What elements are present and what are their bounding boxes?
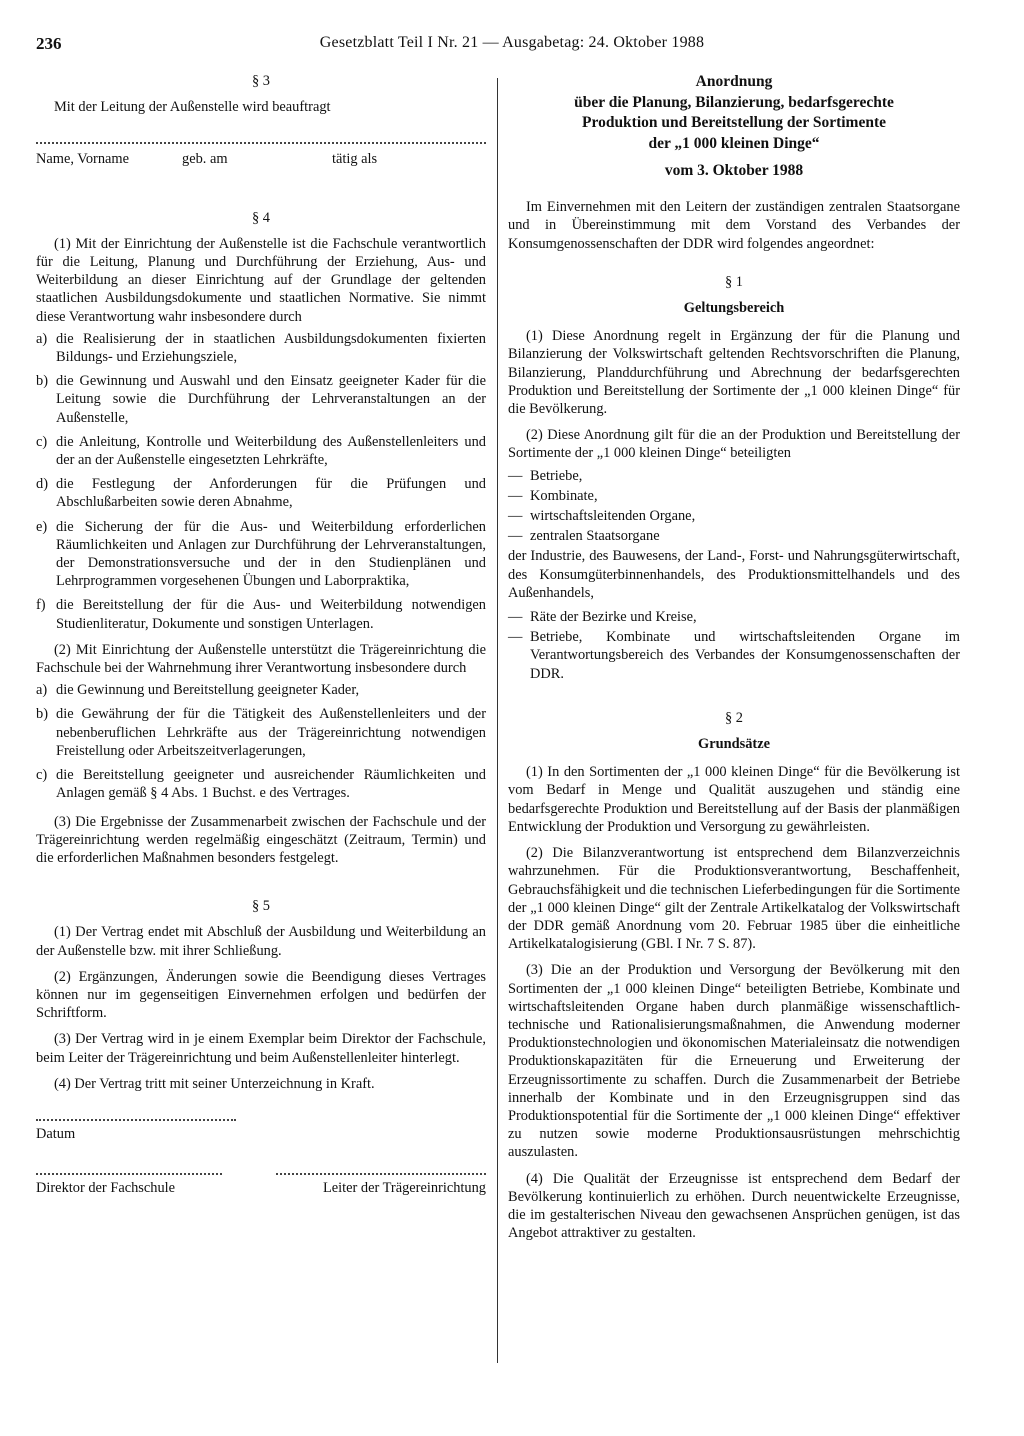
- leader-label: Leiter der Trägereinrichtung: [322, 1180, 486, 1197]
- section-1-paragraph-1: (1) Diese Anordnung regelt in Ergänzung der für die Planung und Bilanzierung der Volkswirtschaft geltenden Rechtsvorschriften die Planung, Bilanzierung, Planddurchführung und Abrechnung der bedarfsgerechten Produktion und Bereitstellung der Sortimente der „1 000 kleinen Dinge“ für die Bevölkerung.: [508, 328, 960, 418]
- list-item: [508, 628, 960, 683]
- list-item-label: b): [36, 373, 48, 390]
- section-5-paragraph-4: (4) Der Vertrag tritt mit seiner Unterzeichnung in Kraft.: [54, 1075, 375, 1092]
- list-item: [508, 608, 960, 626]
- list-item-text: Räte der Bezirke und Kreise,: [530, 609, 697, 626]
- list-item-text: Betriebe,: [530, 467, 583, 484]
- list-item-label: c): [36, 433, 48, 450]
- section-2-paragraph-2: (2) Die Bilanzverantwortung ist entsprechend dem Bilanzverzeichnis wahrzunehmen. Für die Produktionsverantwortung, Beschaffenheit, Gebrauchsfähigkeit und die technischen Lieferbedingungen für die Sortimente der „1 000 kleinen Dinge“ gilt der Zentrale Artikelkatalog der Volkswirtschaft der DDR gemäß Anordnung vom 20. Februar 1985 über die einheitliche Artikelkatalogisierung (GBl. I Nr. 7 S. 87).: [508, 845, 960, 953]
- title-line: der „1 000 kleinen Dinge“: [648, 134, 820, 152]
- list-item-text: die Anleitung, Kontrolle und Weiterbildung des Außenstellenleiters und der an der Außenstelle eingesetzten Lehrkräfte,: [56, 433, 486, 469]
- director-label: Direktor der Fachschule: [36, 1180, 176, 1197]
- list-item-label: a): [36, 330, 48, 347]
- list-item: [36, 705, 486, 760]
- section-2-paragraph-1: (1) In den Sortimenten der „1 000 kleinen Dinge“ für die Bevölkerung ist vom Bedarf in Menge und Qualität auszugehen und ständig eine bedarfsgerechte Produktion und Bereitstellung auf der Basis der planmäßigen Entwicklung der Produktion und Versorgung zu gewährleisten.: [508, 764, 960, 835]
- section-5-paragraph-1: (1) Der Vertrag endet mit Abschluß der Ausbildung und Weiterbildung an der Außenstelle bzw. mit ihrer Schließung.: [36, 924, 486, 959]
- list-item: [36, 433, 486, 469]
- list-item: [36, 518, 486, 591]
- list-item: [36, 372, 486, 427]
- intro-paragraph: Im Einvernehmen mit den Leitern der zuständigen zentralen Staatsorgane und in Übereinstimmung mit dem Vorstand des Verbandes der Konsumgenossenschaften der DDR wird folgendes angeordnet:: [508, 199, 960, 252]
- section-2-paragraph-4: (4) Die Qualität der Erzeugnisse ist entsprechend dem Bedarf der Bevölkerung kontinuierlich zu erhöhen. Durch neuentwickelte Erzeugnisse, die im gestalterischen Niveau den gewachsenen Ansprüchen genügen, ist das Angebot attraktiver zu gestalten.: [508, 1170, 960, 1242]
- list-item-text: Kombinate,: [530, 487, 598, 504]
- section-3-heading: § 3: [252, 73, 270, 89]
- list-item-text: die Gewährung der für die Tätigkeit des Außenstellenleiters und der nebenberuflichen Lehrkräfte aus der Trägereinrichtung notwendigen Freistellung oder Arbeitszeitverlagerungen,: [56, 706, 486, 759]
- section-4-heading: § 4: [252, 209, 270, 226]
- section-4-list-2: [36, 681, 486, 802]
- list-item-label: f): [36, 597, 46, 614]
- section-4-paragraph-3: (3) Die Ergebnisse der Zusammenarbeit zwischen der Fachschule und der Trägereinrichtung werden regelmäßig eingeschätzt (Zeitraum, Termin) und die erforderlichen Maßnahmen besonders festgelegt.: [36, 813, 486, 866]
- person-fields: [36, 150, 486, 168]
- list-item: [36, 766, 486, 802]
- dash-symbol: —: [508, 528, 523, 545]
- list-item-text: die Realisierung der in staatlichen Ausbildungsdokumenten fixierten Bildungs- und Erziehungsziele,: [56, 330, 486, 366]
- section-5-paragraph-2: (2) Ergänzungen, Änderungen sowie die Beendigung dieses Vertrages können nur im gegenseitigen Einvernehmen erfolgen und bedürfen der Schriftform.: [36, 968, 486, 1022]
- list-item-label: e): [36, 518, 48, 535]
- dash-symbol: —: [508, 629, 523, 646]
- further-participants-list: [508, 608, 960, 683]
- title-line: Produktion und Bereitstellung der Sortimente: [582, 114, 886, 131]
- leader-dotted-line: [276, 1173, 486, 1175]
- section-5-paragraph-3: (3) Der Vertrag wird in je einem Exemplar beim Direktor der Fachschule, beim Leiter der Trägereinrichtung und beim Außenstellenleiter hinterlegt.: [36, 1031, 486, 1066]
- list-item-label: a): [36, 682, 48, 699]
- participants-list: [508, 467, 960, 546]
- date-label: Datum: [36, 1125, 76, 1142]
- list-item-text: Betriebe, Kombinate und wirtschaftsleitenden Organe im Verantwortungsbereich des Verbandes der Konsumgenossenschaften der DDR.: [530, 629, 960, 682]
- list-item-text: die Bereitstellung geeigneter und ausreichender Räumlichkeiten und Anlagen gemäß § 4 Abs. 1 Buchst. e des Vertrages.: [56, 767, 486, 802]
- ordinance-title: [508, 72, 960, 154]
- list-item-text: die Gewinnung und Bereitstellung geeigneter Kader,: [56, 682, 360, 699]
- section-2-heading: § 2: [725, 709, 743, 726]
- birth-date-label: geb. am: [182, 151, 228, 168]
- dash-symbol: —: [508, 487, 523, 504]
- director-dotted-line: [36, 1173, 222, 1175]
- list-item: [36, 330, 486, 366]
- list-item: [508, 487, 960, 505]
- right-column: [508, 72, 960, 1250]
- page-number: 236: [36, 34, 62, 53]
- occupation-label: tätig als: [332, 151, 378, 168]
- section-1-paragraph-2: (2) Diese Anordnung gilt für die an der Produktion und Bereitstellung der Sortimente der „1 000 kleinen Dinge“ beteiligten: [508, 427, 960, 462]
- column-divider: [497, 78, 498, 1363]
- list-item-text: die Bereitstellung der für die Aus- und Weiterbildung notwendigen Studienliteratur, Dokumente und sonstigen Unterlagen.: [56, 597, 486, 632]
- signature-lines: [36, 1173, 486, 1175]
- list-item: [508, 527, 960, 545]
- list-item-label: c): [36, 767, 48, 784]
- name-dotted-line: [36, 142, 486, 144]
- list-item-label: d): [36, 476, 48, 493]
- section-3-text: Mit der Leitung der Außenstelle wird beauftragt: [54, 99, 331, 116]
- sectors-text: der Industrie, des Bauwesens, der Land-, Forst- und Nahrungsgüterwirtschaft, des Konsumgüterbinnenhandels, des Produktionsmittelhandels und des Außenhandels,: [508, 548, 960, 601]
- title-line: über die Planung, Bilanzierung, bedarfsgerechte: [574, 93, 894, 111]
- list-item-text: die Gewinnung und Auswahl und den Einsatz geeigneter Kader für die Leitung sowie die Durchführung der Lehrveranstaltungen an der Außenstelle,: [56, 373, 486, 426]
- dash-symbol: —: [508, 508, 523, 525]
- list-item-text: die Festlegung der Anforderungen für die Prüfungen und Abschlußarbeiten sowie deren Abnahme,: [56, 476, 486, 511]
- list-item: [508, 467, 960, 485]
- section-4-paragraph-2: (2) Mit Einrichtung der Außenstelle unterstützt die Trägereinrichtung die Fachschule bei der Wahrnehmung ihrer Verantwortung insbesondere durch: [36, 641, 486, 677]
- list-item-text: die Sicherung der für die Aus- und Weiterbildung erforderlichen Räumlichkeiten und Anlagen zur Durchführung der Lehrveranstaltungen, der Demonstrationsversuche und der in den Studienplänen und Lehrprogrammen vorgesehenen Übungen und Laborpraktika,: [56, 518, 486, 590]
- dash-symbol: —: [508, 609, 523, 626]
- list-item: [36, 681, 486, 699]
- ordinance-date: vom 3. Oktober 1988: [664, 162, 804, 179]
- signature-labels: [36, 1179, 486, 1197]
- section-1-title: Geltungsbereich: [683, 300, 785, 317]
- list-item: [36, 596, 486, 632]
- section-1-heading: § 1: [725, 273, 743, 290]
- dash-symbol: —: [508, 467, 523, 484]
- list-item-label: b): [36, 706, 48, 723]
- section-2-paragraph-3: (3) Die an der Produktion und Versorgung der Bevölkerung mit den Sortimenten der „1 000 kleinen Dinge“ beteiligten Betriebe, Kombinate und wirtschaftsleitenden Organe haben durch planmäßige wissenschaftlich-technische und Rationalisierungsmaßnahmen, die Anwendung moderner Produktionstechnologien und ökonomischen Materialeinsatz die notwendigen Produktionskapazitäten für die Erneuerung und Erweiterung der Erzeugnissortimente zu schaffen. Durch die Zusammenarbeit der Betriebe innerhalb der Kombinate und in den Erzeugnisgruppen sind das Produktionspotential für die Sortimente der „1 000 kleinen Dinge“ effektiver zu nutzen sowie moderne Produktionsausrüstungen mehrschichtig auszulasten.: [508, 962, 960, 1161]
- name-label: Name, Vorname: [36, 151, 129, 168]
- list-item: [36, 475, 486, 511]
- list-item-text: zentralen Staatsorgane: [530, 528, 660, 545]
- list-item-text: wirtschaftsleitenden Organe,: [530, 508, 696, 525]
- section-5-heading: § 5: [252, 898, 270, 915]
- section-2-title: Grundsätze: [698, 736, 770, 753]
- list-item: [508, 507, 960, 525]
- date-dotted-line: [36, 1119, 236, 1121]
- section-4-paragraph-1: (1) Mit der Einrichtung der Außenstelle ist die Fachschule verantwortlich für die Leitung, Planung und Durchführung der Erziehung, Aus- und Weiterbildung an dieser Einrichtung auf der Grundlage der geltenden staatlichen Ausbildungsdokumente und staatlichen Normative. Sie nimmt diese Verantwortung wahr insbesondere durch: [36, 235, 486, 325]
- title-line: Anordnung: [695, 73, 773, 90]
- left-column: [36, 72, 486, 1197]
- running-head: Gesetzblatt Teil I Nr. 21 — Ausgabetag: 24. Oktober 1988: [319, 34, 705, 51]
- section-4-list-1: [36, 330, 486, 633]
